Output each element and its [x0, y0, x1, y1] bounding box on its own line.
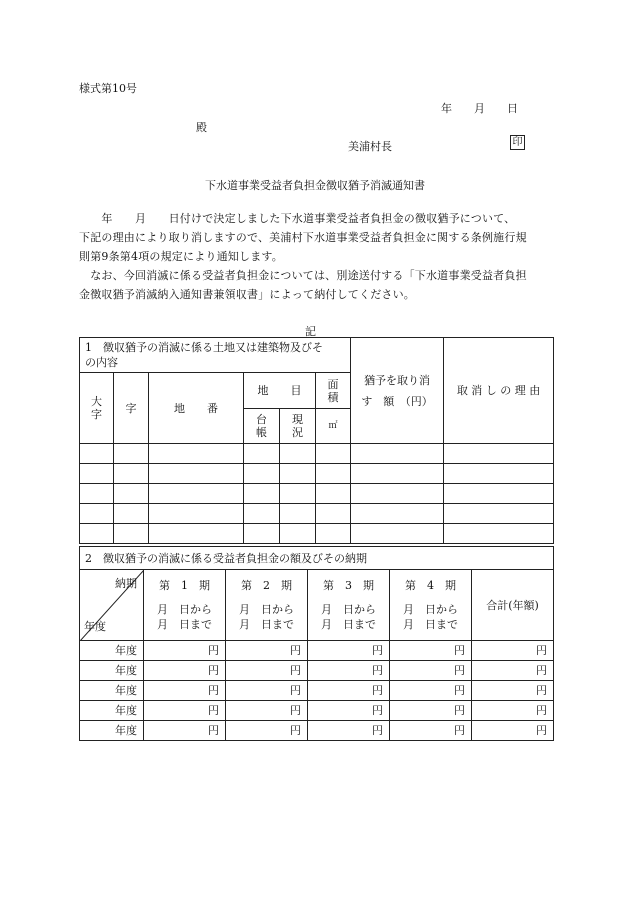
section1-heading-line: の内容: [85, 356, 118, 369]
body-line: 金徴収猶予消滅納入通知書兼領収書」によって納付してください。: [79, 288, 415, 301]
table-row: [80, 464, 554, 484]
document-title: 下水道事業受益者負担金徴収猶予消滅通知書: [205, 179, 425, 192]
body-line: なお、今回消滅に係る受益者負担金については、別途送付する「下水道事業受益者負担: [79, 269, 527, 282]
daicho-header: 台帳: [244, 409, 280, 444]
period-from: 月 日から: [157, 603, 212, 616]
period-from: 月 日から: [239, 603, 294, 616]
period-to: 月 日まで: [239, 618, 294, 631]
yen-cell: 円: [390, 641, 472, 661]
yen-cell: 円: [144, 661, 226, 681]
period-2-header: [226, 570, 308, 641]
table-row: [80, 524, 554, 544]
yen-cell: 円: [390, 661, 472, 681]
period-label: 第 3 期: [323, 579, 374, 592]
area-unit: ㎡: [316, 409, 351, 444]
table-row: [80, 721, 554, 741]
year-label: 年度: [80, 641, 144, 661]
genkyo-header: 現況: [280, 409, 316, 444]
period-to: 月 日まで: [321, 618, 376, 631]
yen-cell: 円: [226, 661, 308, 681]
period-label: 第 1 期: [159, 579, 210, 592]
body-paragraph-1: [79, 209, 555, 266]
yen-cell: 円: [308, 641, 390, 661]
cancel-amount-line: 猶予を取り消: [364, 373, 431, 387]
corner-header: [80, 570, 144, 641]
yen-cell: 円: [144, 641, 226, 661]
addressee: 殿: [196, 121, 207, 134]
menseki-header: 面積: [316, 373, 351, 409]
yen-cell: 円: [308, 681, 390, 701]
year-label: 年度: [80, 661, 144, 681]
yen-cell: 円: [308, 721, 390, 741]
yen-cell: 円: [390, 681, 472, 701]
body-paragraph-2: [79, 266, 555, 304]
table-row: [80, 444, 554, 464]
oaza-header: 大字: [80, 373, 114, 444]
period-from: 月 日から: [321, 603, 376, 616]
issuer: 美浦村長: [348, 140, 392, 153]
period-3-header: [308, 570, 390, 641]
ki-heading: 記: [305, 325, 316, 338]
period-label: 第 2 期: [241, 579, 292, 592]
total-header: 合計(年額): [472, 570, 554, 641]
yen-cell: 円: [144, 681, 226, 701]
chiban-header: 地 番: [149, 373, 244, 444]
yen-cell: 円: [308, 661, 390, 681]
form-number: 様式第10号: [79, 82, 137, 95]
period-label: 第 4 期: [405, 579, 456, 592]
yen-cell: 円: [226, 681, 308, 701]
body-line: 則第9条第4項の規定により通知します。: [79, 250, 283, 263]
year-label: 年度: [80, 701, 144, 721]
corner-top-label: 納期: [115, 577, 137, 590]
yen-cell: 円: [472, 641, 554, 661]
date-line: 年 月 日: [441, 102, 518, 115]
seal-mark: 印: [510, 135, 525, 150]
body-line: 年 月 日付けで決定しました下水道事業受益者負担金の徴収猶予について、: [79, 212, 516, 225]
payment-period-table: [79, 546, 554, 741]
yen-cell: 円: [308, 701, 390, 721]
aza-header: 字: [114, 373, 149, 444]
yen-cell: 円: [472, 721, 554, 741]
reason-header: 取 消 し の 理 由: [444, 338, 554, 444]
yen-cell: 円: [390, 721, 472, 741]
table-row: [80, 681, 554, 701]
period-to: 月 日まで: [157, 618, 212, 631]
yen-cell: 円: [226, 701, 308, 721]
table-row: [80, 504, 554, 524]
period-from: 月 日から: [403, 603, 458, 616]
cancel-amount-line: す 額 （円）: [361, 394, 433, 408]
yen-cell: 円: [226, 721, 308, 741]
yen-cell: 円: [390, 701, 472, 721]
corner-bottom-label: 年度: [84, 620, 106, 633]
section1-heading: [80, 338, 351, 373]
body-line: 下記の理由により取り消しますので、美浦村下水道事業受益者負担金に関する条例施行規: [79, 231, 527, 244]
table-row: [80, 701, 554, 721]
yen-cell: 円: [472, 681, 554, 701]
land-building-table: [79, 337, 554, 544]
table-row: [80, 661, 554, 681]
year-label: 年度: [80, 681, 144, 701]
period-to: 月 日まで: [403, 618, 458, 631]
yen-cell: 円: [472, 661, 554, 681]
year-label: 年度: [80, 721, 144, 741]
yen-cell: 円: [226, 641, 308, 661]
table-row: [80, 484, 554, 504]
yen-cell: 円: [144, 721, 226, 741]
table-row: [80, 641, 554, 661]
cancel-amount-header: [351, 338, 444, 444]
section1-heading-line: 1 徴収猶予の消滅に係る土地又は建築物及びそ: [85, 341, 323, 354]
chimoku-header: 地 目: [244, 373, 316, 409]
period-1-header: [144, 570, 226, 641]
yen-cell: 円: [144, 701, 226, 721]
period-4-header: [390, 570, 472, 641]
section2-heading: 2 徴収猶予の消滅に係る受益者負担金の額及びその納期: [80, 547, 554, 570]
yen-cell: 円: [472, 701, 554, 721]
